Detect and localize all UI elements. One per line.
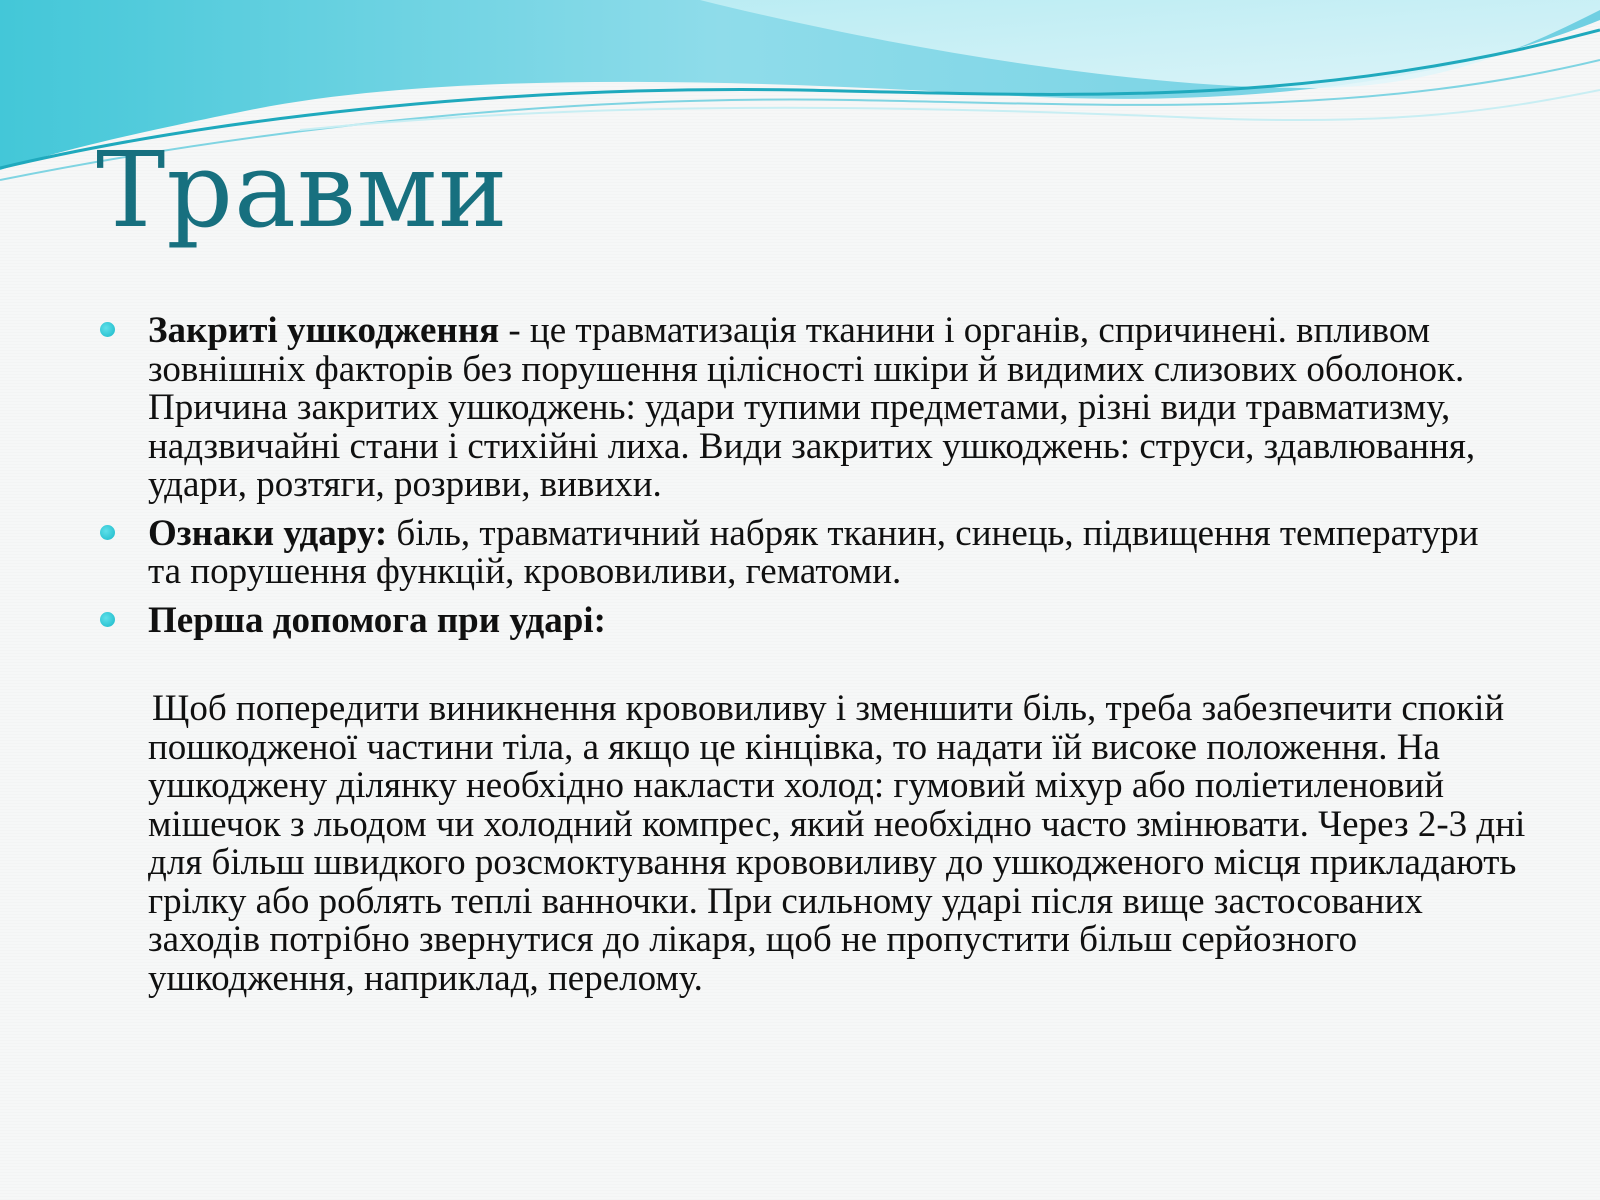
bullet-item-signs: [100, 512, 1520, 592]
bullet-icon: [100, 322, 115, 337]
bullet-list: [100, 312, 1520, 650]
bullet-icon: [100, 525, 115, 540]
first-aid-paragraph: Щоб попередити виникнення крововиливу і зменшити біль, треба забезпечити спокій пошкодженої частини тіла, а якщо це кінцівка, то надати їй високе положення. На ушкоджену ділянку необхідно накласти холод: гумовий міхур або поліетиленовий мішечок з льодом чи холодний компрес, який необхідно часто змінювати. Через 2-3 дні для більш швидкого розсмоктування крововиливу до ушкодженого місця прикладають грілку або роблять теплі ванночки. При сильному ударі після вище застосованих заходів потрібно звернутися до лікаря, щоб не пропустити більш серйозного ушкодження, наприклад, перелому.: [148, 688, 1526, 999]
bullet-text: біль, травматичний набряк тканин, синець, підвищення температури та порушення функцій, крововиливи, гематоми.: [148, 512, 1479, 592]
bullet-item-first-aid: [100, 599, 1520, 641]
bullet-term: Перша допомога при ударі:: [148, 599, 606, 641]
slide-title: Травми: [96, 129, 509, 251]
bullet-icon: [100, 612, 115, 627]
bullet-term: Ознаки удару:: [148, 512, 388, 554]
bullet-text: - це травматизація тканини і органів, спричинені. впливом зовнішніх факторів без порушення цілісності шкіри й видимих слизових оболонок. Причина закритих ушкоджень: удари тупими предметами, різні види травматизму, надзвичайні стани і стихійні лиха. Види закритих ушкоджень: струси, здавлювання, удари, розтяги, розриви, вивихи.: [148, 310, 1476, 505]
bullet-item-closed-injuries: [100, 312, 1520, 505]
bullet-term: Закриті ушкодження: [148, 310, 500, 351]
